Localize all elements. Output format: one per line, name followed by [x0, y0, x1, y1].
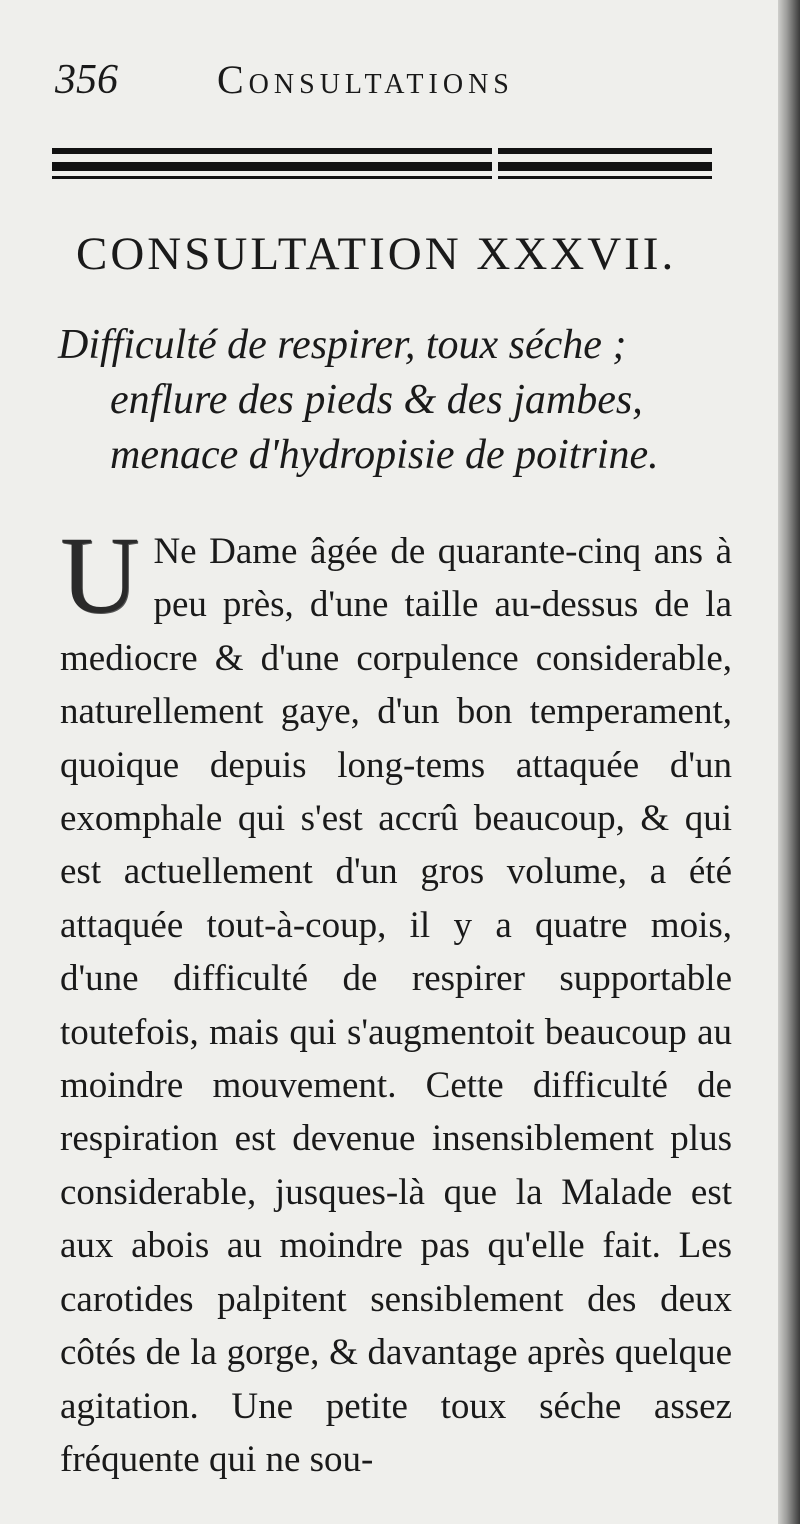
subtitle-line: menace d'hydropisie de poitrine. [110, 432, 659, 478]
page-number: 356 [55, 57, 118, 103]
chapter-title: CONSULTATION XXXVII. [76, 228, 677, 280]
running-head [55, 50, 715, 110]
running-title: Consultations [217, 57, 514, 102]
body-text [60, 514, 732, 1486]
rule-gap [492, 146, 498, 182]
rule-bar-bottom [52, 176, 712, 179]
page-edge-shadow [778, 0, 800, 1524]
ornamental-rule [52, 146, 712, 182]
subtitle-line: enflure des pieds & des jambes, [110, 377, 643, 423]
subtitle-line: Difficulté de respirer, toux séche ; [58, 322, 627, 368]
body-paragraph: Ne Dame âgée de quarante-cinq ans à peu près, d'une taille au-dessus de la mediocre & d'une corpulence considerable, naturellement gaye, d'un bon temperament, quoique depuis long-tems attaquée d'un exomphale qui s'est accrû beaucoup, & qui est actuellement d'un gros volume, a été attaquée tout-à-coup, il y a quatre mois, d'une difficulté de respirer supportable toutefois, mais qui s'augmentoit beaucoup au moindre mouvement. Cette difficulté de respiration est devenue insensiblement plus considerable, jusques-là que la Malade est aux abois au moindre pas qu'elle fait. Les carotides palpitent sensiblement des deux côtés de la gorge, & davantage après quelque agitation. Une petite toux séche assez fréquente qui ne sou- [60, 531, 732, 1480]
rule-bar-top [52, 148, 712, 154]
chapter-subtitle [58, 318, 728, 483]
drop-cap: U [60, 514, 140, 636]
rule-bar-middle [52, 162, 712, 171]
